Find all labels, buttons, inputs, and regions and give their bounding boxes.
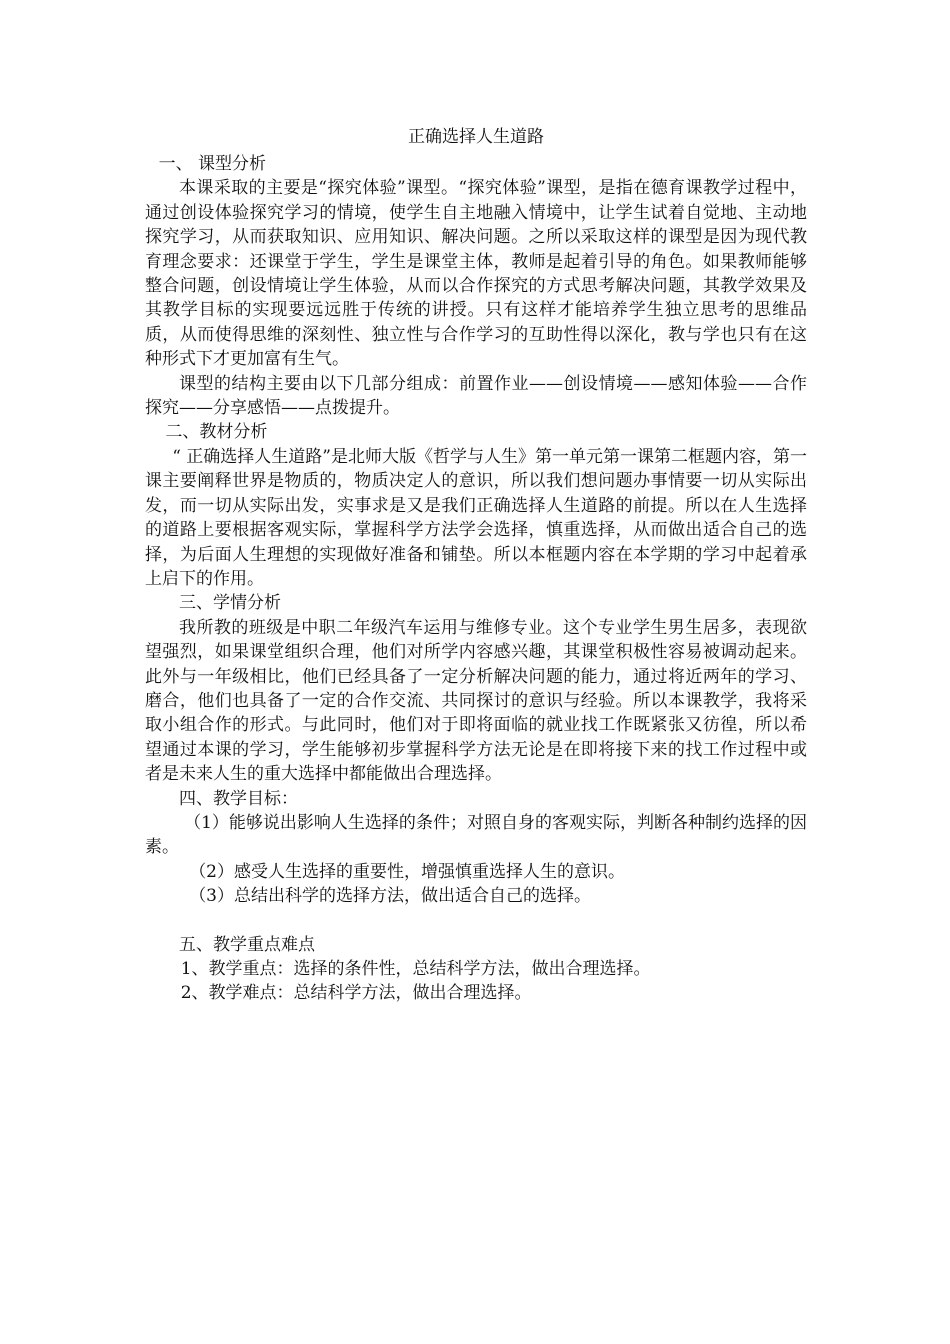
section-heading-students: 三、学情分析 — [179, 593, 281, 614]
paragraph-course-type: 本课采取的主要是“探究体验”课型。“探究体验”课型，是指在德育课教学过程中，通过创设体验探究学习的情境，使学生自主地融入情境中，让学生试着自觉地、主动地探究学习，从而获取知识、应用知识、解决问题。之所以采取这样的课型是因为现代教育理念要求：还课堂于学生，学生是课堂主体，教师是起着引导的角色。如果教师能够整合问题，创设情境让学生体验，从而以合作探究的方式思考解决问题，其教学效果及其教学目标的实现要远远胜于传统的讲授。只有这样才能培养学生独立思考的思维品质，从而使得思维的深刻性、独立性与合作学习的互助性得以深化，教与学也只有在这种形式下才更加富有生气。 — [145, 178, 807, 370]
paragraph-students: 我所教的班级是中职二年级汽车运用与维修专业。这个专业学生男生居多，表现欲望强烈，如果课堂组织合理，他们对所学内容感兴趣，其课堂积极性容易被调动起来。此外与一年级相比，他们已经具备了一定分析解决问题的能力，通过将近两年的学习、磨合，他们也具备了一定的合作交流、共同探讨的意识与经验。所以本课教学，我将采取小组合作的形式。与此同时，他们对于即将面临的就业找工作既紧张又彷徨，所以希望通过本课的学习，学生能够初步掌握科学方法无论是在即将接下来的找工作过程中或者是未来人生的重大选择中都能做出合理选择。 — [145, 617, 807, 785]
key-point-item: 1、教学重点：选择的条件性，总结科学方法，做出合理选择。 — [180, 959, 651, 979]
objective-item: （1）能够说出影响人生选择的条件；对照自身的客观实际，判断各种制约选择的因素。 — [145, 812, 807, 858]
document-title: 正确选择人生道路 — [408, 127, 544, 147]
paragraph-course-structure: 课型的结构主要由以下几部分组成：前置作业——创设情境——感知体验——合作探究——分享感悟——点拨提升。 — [145, 373, 807, 419]
paragraph-textbook: “ 正确选择人生道路”是北师大版《哲学与人生》第一单元第一课第二框题内容，第一课主要阐释世界是物质的，物质决定人的意识，所以我们想问题办事情要一切从实际出发，而一切从实际出发，实事求是又是我们正确选择人生道路的前提。所以在人生选择的道路上要根据客观实际，掌握科学方法学会选择，慎重选择，从而做出适合自己的选择，为后面人生理想的实现做好准备和铺垫。所以本框题内容在本学期的学习中起着承上启下的作用。 — [145, 446, 807, 589]
section-heading-objectives: 四、教学目标： — [179, 788, 298, 809]
section-heading-course-type: 一、 课型分析 — [158, 154, 266, 174]
section-heading-key-points: 五、教学重点难点 — [179, 934, 315, 955]
blank-line — [145, 909, 807, 933]
section-heading-textbook: 二、教材分析 — [165, 422, 268, 443]
document-page — [145, 122, 807, 1006]
key-point-item: 2、教学难点：总结科学方法，做出合理选择。 — [180, 983, 532, 1004]
objective-item: （2）感受人生选择的重要性，增强慎重选择人生的意识。 — [189, 861, 626, 882]
objective-item: （3）总结出科学的选择方法，做出适合自己的选择。 — [189, 886, 592, 907]
